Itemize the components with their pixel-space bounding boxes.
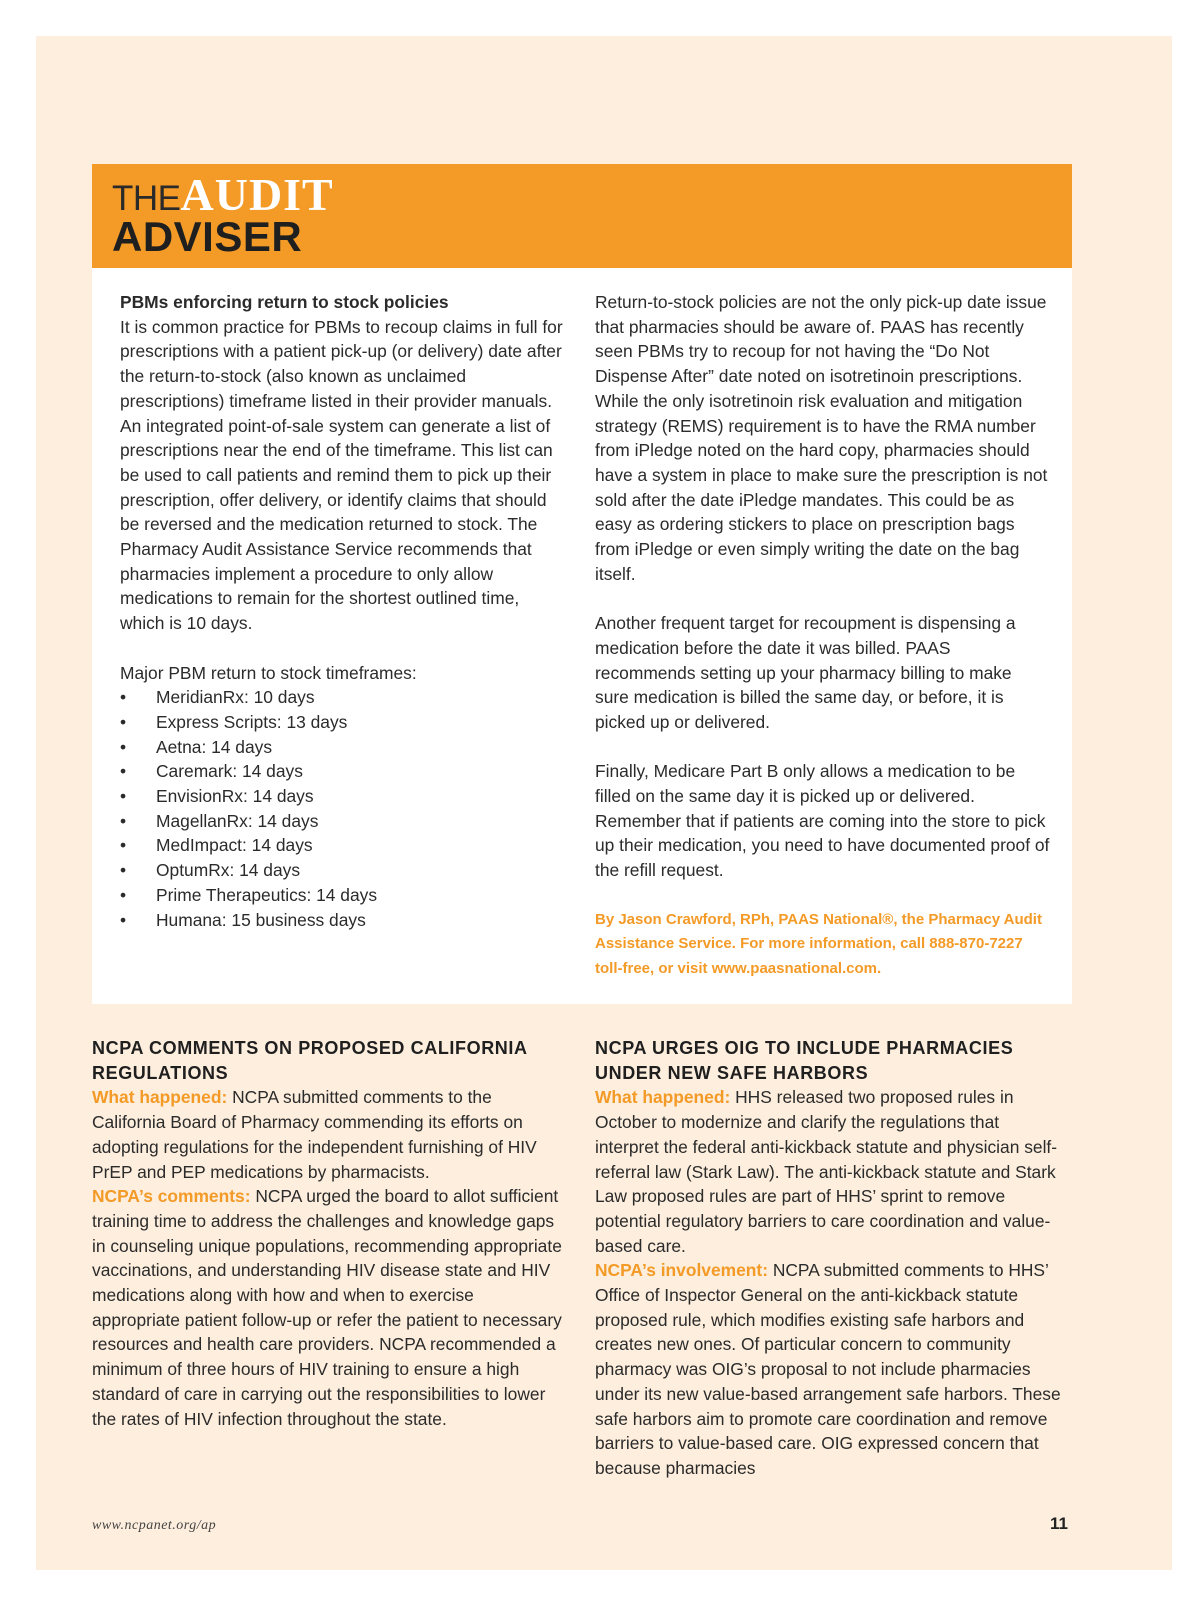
audit-adviser-card bbox=[92, 268, 1072, 1004]
timeframes-list bbox=[120, 685, 568, 932]
paragraph: It is common practice for PBMs to recoup claims in full for prescriptions with a patient pick-up (or delivery) date after the return-to-stock (also known as unclaimed prescriptions) timeframe listed in their provider manuals. An integrated point-of-sale system can generate a list of prescriptions near the end of the timeframe. This list can be used to call patients and remind them to pick up their prescription, offer delivery, or identify claims that should be reversed and the medication returned to stock. The Pharmacy Audit Assistance Service recommends that pharmacies implement a procedure to only allow medications to remain for the shortest outlined time, which is 10 days. bbox=[120, 316, 563, 634]
list-item: • OptumRx: 14 days bbox=[120, 858, 568, 883]
article-text: NCPA urged the board to allot sufficient training time to address the challenges and knowledge gaps in counseling unique populations, recommending appropriate vaccinations, and understanding HIV disease state and HIV medications along with how and when to exercise appropriate patient follow-up or refer the patient to necessary resources and health care providers. NCPA recommended a minimum of three hours of HIV training to ensure a high standard of care in carrying out the responsibilities to lower the rates of HIV infection throughout the state. bbox=[92, 1186, 562, 1429]
label-ncpa-involvement: NCPA’s involvement: bbox=[595, 1260, 768, 1281]
paragraph: Finally, Medicare Part B only allows a medication to be filled on the same day it is picked up or delivered. Remember that if patients are coming into the store to pick up their medication, you need to have documented proof of the refill request. bbox=[595, 761, 1050, 881]
card-right-column bbox=[595, 290, 1050, 982]
section-pbm-return bbox=[120, 290, 568, 636]
list-item: • Caremark: 14 days bbox=[120, 759, 568, 784]
page-number: 11 bbox=[1050, 1514, 1068, 1533]
label-ncpa-comments: NCPA’s comments: bbox=[92, 1186, 251, 1207]
card-left-column bbox=[120, 290, 568, 932]
article-heading: NCPA URGES OIG TO INCLUDE PHARMACIES UNDER NEW SAFE HARBORS bbox=[595, 1038, 1014, 1083]
title-audit: AUDIT bbox=[180, 169, 334, 220]
list-item: • MagellanRx: 14 days bbox=[120, 809, 568, 834]
list-item: • MeridianRx: 10 days bbox=[120, 685, 568, 710]
list-item: • Prime Therapeutics: 14 days bbox=[120, 883, 568, 908]
list-item: • Aetna: 14 days bbox=[120, 735, 568, 760]
banner bbox=[92, 164, 1072, 268]
section-heading: PBMs enforcing return to stock policies bbox=[120, 292, 449, 312]
paragraph: Return-to-stock policies are not the only pick-up date issue that pharmacies should be aware of. PAAS has recently seen PBMs try to recoup for not having the “Do Not Dispense After” date noted on isotretinoin prescriptions. While the only isotretinoin risk evaluation and mitigation strategy (REMS) requirement is to have the RMA number from iPledge noted on the hard copy, pharmacies should have a system in place to make sure the prescription is not sold after the date iPledge mandates. This could be as easy as ordering stickers to place on prescription bags from iPledge or even simply writing the date on the bag itself. bbox=[595, 292, 1048, 584]
list-item: • Express Scripts: 13 days bbox=[120, 710, 568, 735]
list-item: • Humana: 15 business days bbox=[120, 908, 568, 933]
article-text: NCPA submitted comments to the California Board of Pharmacy commending its efforts on adopting regulations for the independent furnishing of HIV PrEP and PEP medications by pharmacists. bbox=[92, 1087, 537, 1182]
label-what-happened: What happened: bbox=[595, 1087, 731, 1108]
article-text: HHS released two proposed rules in October to modernize and clarify the regulations that interpret the federal anti-kickback statute and physician self-referral law (Stark Law). The anti-kickback statute and Stark Law proposed rules are part of HHS’ sprint to remove potential regulatory barriers to care coordination and value-based care. bbox=[595, 1087, 1058, 1256]
label-what-happened: What happened: bbox=[92, 1087, 228, 1108]
article-text: NCPA submitted comments to HHS’ Office of Inspector General on the anti-kickback statute proposed rule, which modifies existing safe harbors and creates new ones. Of particular concern to community pharmacy was OIG’s proposal to not include pharmacies under its new value-based arrangement safe harbors. These safe harbors aim to promote care coordination and remove barriers to value-based care. OIG expressed concern that because pharmacies bbox=[595, 1260, 1061, 1478]
author-byline: By Jason Crawford, RPh, PAAS National®, the Pharmacy Audit Assistance Service. For more information, call 888-870-7227 toll-free, or visit www.paasnational.com. bbox=[595, 910, 1042, 977]
oig-safe-harbors-article bbox=[595, 1036, 1067, 1481]
article-heading: NCPA COMMENTS ON PROPOSED CALIFORNIA REGULATIONS bbox=[92, 1038, 527, 1083]
footer-url: www.ncpanet.org/ap bbox=[92, 1518, 217, 1533]
list-item: • MedImpact: 14 days bbox=[120, 833, 568, 858]
paragraph: Another frequent target for recoupment is dispensing a medication before the date it was billed. PAAS recommends setting up your pharmacy billing to make sure medication is billed the same day, or before, it is picked up or delivered. bbox=[595, 613, 1016, 732]
title-adviser: ADVISER bbox=[112, 213, 303, 260]
list-item: • EnvisionRx: 14 days bbox=[120, 784, 568, 809]
list-title: Major PBM return to stock timeframes: bbox=[120, 662, 417, 683]
california-regulations-article bbox=[92, 1036, 562, 1431]
banner-title bbox=[112, 169, 334, 260]
title-the: THE bbox=[112, 179, 181, 218]
